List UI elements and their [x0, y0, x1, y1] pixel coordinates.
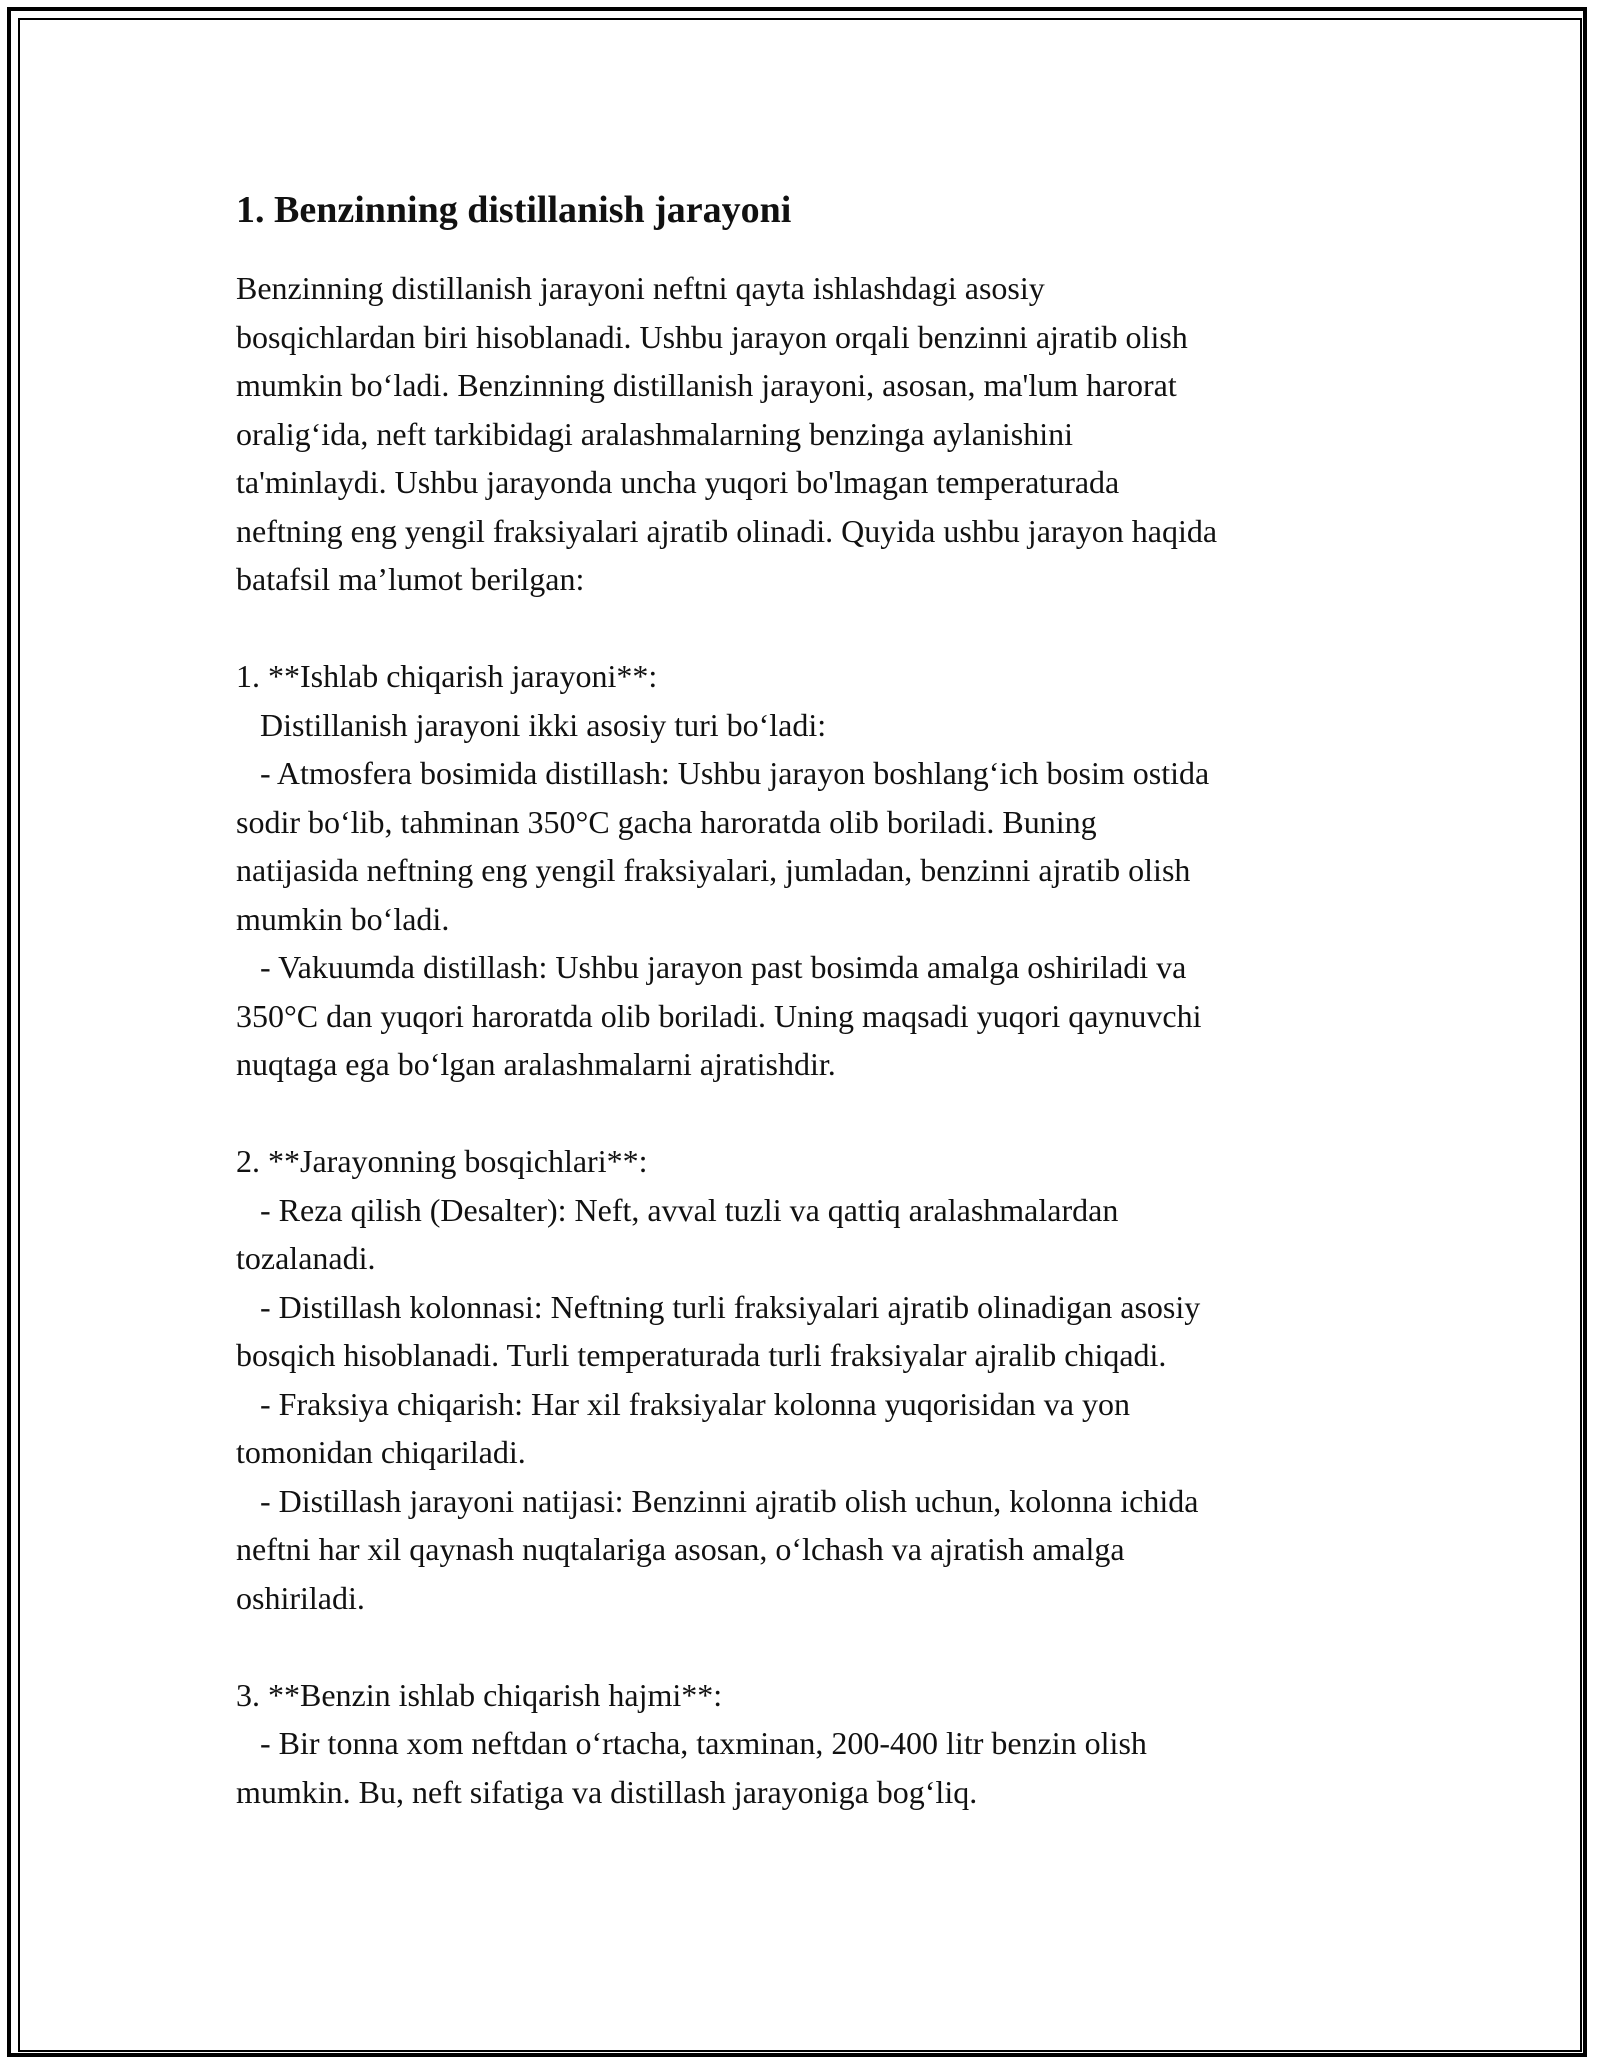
- document-content: [236, 186, 1366, 1816]
- document-body: Benzinning distillanish jarayoni neftni qayta ishlashdagi asosiy bosqichlardan biri hisoblanadi. Ushbu jarayon orqali benzinni ajratib olish mumkin bo‘ladi. Benzinning distillanish jarayoni, asosan, ma'lum harorat oralig‘ida, neft tarkibidagi aralashmalarning benzinga aylanishini ta'minlaydi. Ushbu jarayonda uncha yuqori bo'lmagan temperaturada neftning eng yengil fraksiyalari ajratib olinadi. Quyida ushbu jarayon haqida batafsil ma’lumot berilgan: 1. **Ishlab chiqarish jarayoni**: Distillanish jarayoni ikki asosiy turi bo‘ladi: - Atmosfera bosimida distillash: Ushbu jarayon boshlang‘ich bosim ostida sodir bo‘lib, tahminan 350°C gacha haroratda olib boriladi. Buning natijasida neftning eng yengil fraksiyalari, jumladan, benzinni ajratib olish mumkin bo‘ladi. - Vakuumda distillash: Ushbu jarayon past bosimda amalga oshiriladi va 350°C dan yuqori haroratda olib boriladi. Uning maqsadi yuqori qaynuvchi nuqtaga ega bo‘lgan aralashmalarni ajratishdir. 2. **Jarayonning bosqichlari**: - Reza qilish (Desalter): Neft, avval tuzli va qattiq aralashmalardan tozalanadi. - Distillash kolonnasi: Neftning turli fraksiyalari ajratib olinadigan asosiy bosqich hisoblanadi. Turli temperaturada turli fraksiyalar ajralib chiqadi. - Fraksiya chiqarish: Har xil fraksiyalar kolonna yuqorisidan va yon tomonidan chiqariladi. - Distillash jarayoni natijasi: Benzinni ajratib olish uchun, kolonna ichida neftni har xil qaynash nuqtalariga asosan, o‘lchash va ajratish amalga oshiriladi. 3. **Benzin ishlab chiqarish hajmi**: - Bir tonna xom neftdan o‘rtacha, taxminan, 200-400 litr benzin olish mumkin. Bu, neft sifatiga va distillash jarayoniga bog‘liq.: [236, 270, 1218, 1810]
- page-title: 1. Benzinning distillanish jarayoni: [236, 189, 792, 231]
